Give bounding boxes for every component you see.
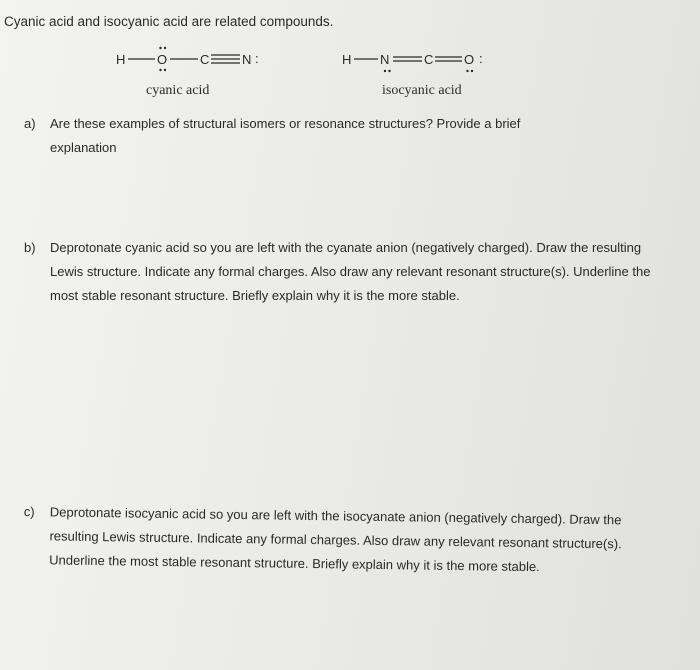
question-b-letter: b) (24, 240, 36, 255)
isocyanic-acid-label: isocyanic acid (382, 83, 462, 98)
isocyanic-o-lone-pair-bottom (466, 70, 468, 72)
isocyanic-o-lone-pair: : (479, 51, 483, 66)
question-a (24, 112, 584, 160)
question-c-text: Deprotonate isocyanic acid so you are left with the isocyanate anion (negatively charged). Draw the resulting Lewis structure. Indicate any formal charges. Also draw any relevant resonant structure(s). Underline the most stable resonant structure. Briefly explain why it is the more stable. (49, 504, 622, 575)
cyanic-n-atom: N (242, 52, 252, 67)
cyanic-o-lone-pair-top (159, 47, 161, 49)
question-c (23, 500, 634, 581)
cyanic-n-lone-pair: : (255, 51, 259, 66)
isocyanic-o-atom: O (464, 52, 475, 67)
isocyanic-n-atom: N (380, 52, 390, 67)
question-c-letter: c) (23, 503, 35, 520)
question-b (24, 236, 664, 308)
cyanic-c-atom: C (200, 52, 210, 67)
isocyanic-acid-structure (338, 44, 528, 74)
cyanic-o-atom: O (157, 52, 168, 67)
cyanic-h-atom: H (116, 52, 126, 67)
isocyanic-n-lone-pair (384, 70, 386, 72)
intro-text: Cyanic acid and isocyanic acid are related compounds. (4, 14, 334, 29)
cyanic-acid-lewis-diagram (112, 44, 282, 74)
question-b-text: Deprotonate cyanic acid so you are left with the cyanate anion (negatively charged). Draw the resulting Lewis structure. Indicate any formal charges. Also draw any relevant resonant structure(s). Underline the most stable resonant structure. Briefly explain why it is the more stable. (50, 240, 651, 303)
isocyanic-c-atom: C (424, 52, 434, 67)
question-a-text: Are these examples of structural isomers or resonance structures? Provide a brief explanation (50, 116, 521, 155)
cyanic-acid-structure (112, 44, 282, 74)
isocyanic-acid-lewis-diagram (338, 44, 528, 74)
cyanic-acid-label: cyanic acid (146, 83, 210, 98)
question-a-letter: a) (24, 116, 36, 131)
isocyanic-h-atom: H (342, 52, 352, 67)
cyanic-o-lone-pair-bottom (159, 69, 161, 71)
